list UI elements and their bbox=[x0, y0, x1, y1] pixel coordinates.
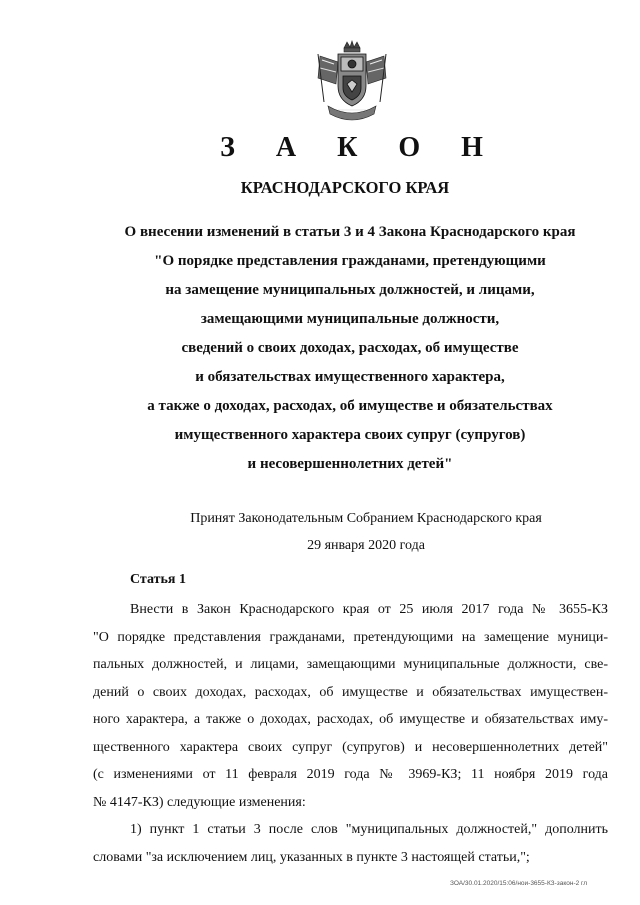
ribbon-icon bbox=[328, 106, 376, 120]
law-name-line: и обязательствах имущественного характера, bbox=[195, 369, 505, 385]
crown-icon bbox=[344, 41, 360, 52]
body-line: щественного характера своих супруг (супругов) и несовершеннолетних детей" bbox=[93, 739, 608, 755]
article-heading: Статья 1 bbox=[130, 572, 186, 587]
law-name-line: а также о доходах, расходах, об имуществе и обязательствах bbox=[147, 398, 553, 414]
body-line: словами "за исключением лиц, указанных в пункте 3 настоящей статьи,"; bbox=[93, 849, 530, 865]
shield-icon bbox=[338, 54, 366, 106]
law-name bbox=[60, 218, 640, 479]
law-name-line: замещающими муниципальные должности, bbox=[200, 311, 500, 327]
body-line: (с изменениями от 11 февраля 2019 года № 3969-КЗ; 11 ноября 2019 года bbox=[93, 767, 608, 782]
body-line: "О порядке представления гражданами, претендующими на замещение муници- bbox=[93, 629, 608, 645]
body-line: ного характера, а также о доходах, расходах, об имуществе и обязательствах иму- bbox=[93, 712, 608, 727]
law-name-line: и несовершеннолетних детей" bbox=[247, 456, 453, 472]
body-line: 1) пункт 1 статьи 3 после слов "муниципальных должностей," дополнить bbox=[130, 822, 608, 837]
flags-left-icon bbox=[318, 54, 338, 102]
coat-of-arms-icon bbox=[314, 40, 390, 126]
article-body bbox=[93, 596, 608, 871]
flags-right-icon bbox=[366, 54, 386, 102]
adoption-note bbox=[92, 505, 640, 559]
body-line: пальных должностей, и лицами, замещающими муниципальные должности, све- bbox=[93, 657, 608, 672]
law-title: З А К О Н bbox=[220, 132, 500, 163]
adoption-date: 29 января 2020 года bbox=[307, 538, 425, 553]
law-name-line: сведений о своих доходах, расходах, об имуществе bbox=[181, 340, 519, 356]
body-line: № 4147-КЗ) следующие изменения: bbox=[93, 794, 306, 810]
law-name-line: имущественного характера своих супруг (супругов) bbox=[174, 427, 526, 443]
law-name-line: "О порядке представления гражданами, претендующими bbox=[154, 253, 546, 269]
footer-stamp: ЗОА/30.01.2020/15:06/нои-3655-КЗ-закон-2 гл bbox=[450, 880, 588, 887]
body-line: дений о своих доходах, расходах, об имуществе и обязательствах имуществен- bbox=[93, 684, 608, 700]
body-line: Внести в Закон Краснодарского края от 25 июля 2017 года № 3655-КЗ bbox=[130, 602, 608, 617]
law-name-line: на замещение муниципальных должностей, и лицами, bbox=[165, 282, 535, 298]
adoption-line: Принят Законодательным Собранием Краснодарского края bbox=[190, 511, 542, 526]
law-name-line: О внесении изменений в статьи 3 и 4 Закона Краснодарского края bbox=[124, 224, 576, 240]
region-title: КРАСНОДАРСКОГО КРАЯ bbox=[240, 178, 450, 197]
